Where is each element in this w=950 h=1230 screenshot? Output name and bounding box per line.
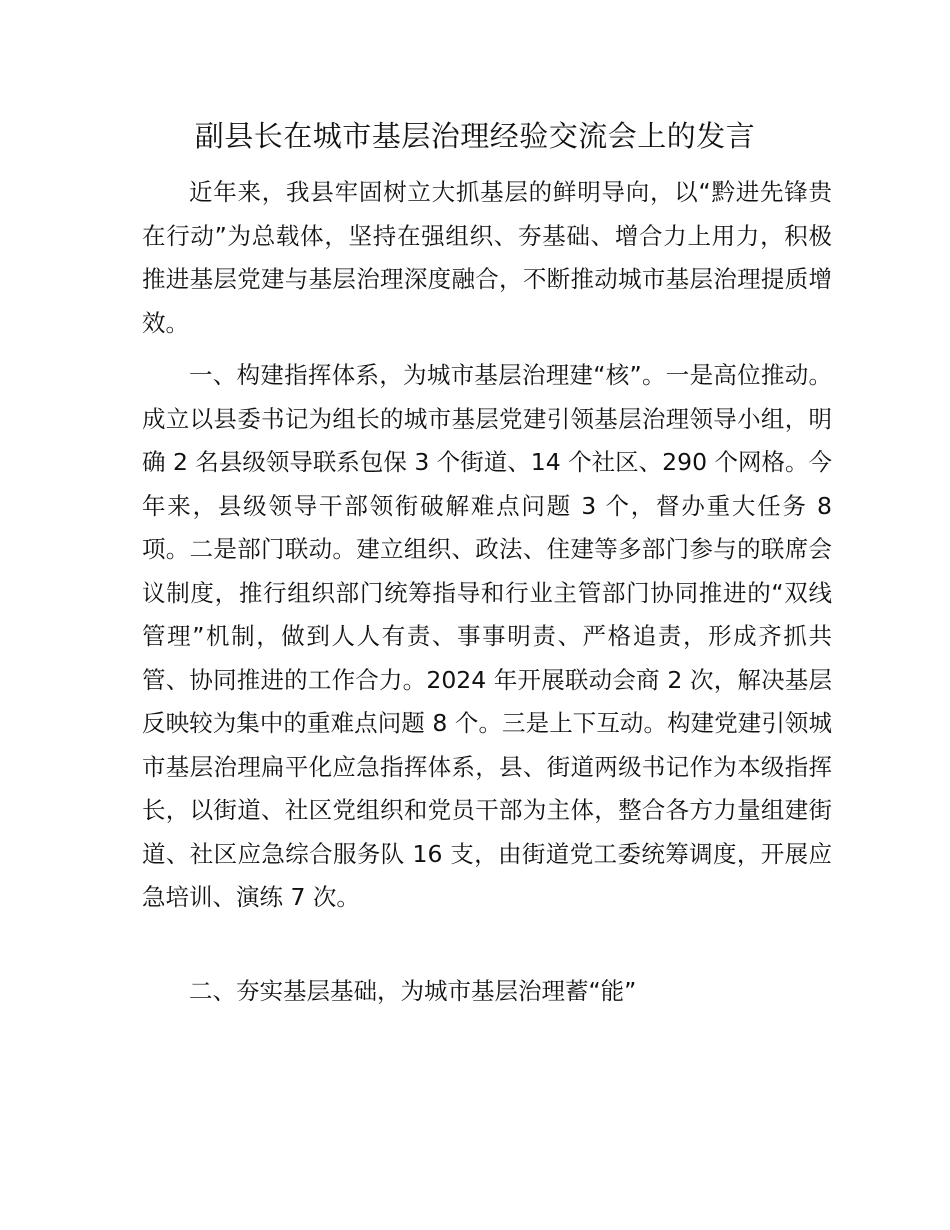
paragraph-section-two-heading: 二、夯实基层基础，为城市基层治理蓄“能” (189, 977, 637, 1005)
document-title: 副县长在城市基层治理经验交流会上的发言 (194, 119, 756, 153)
paragraph-intro: 近年来，我县牢固树立大抓基层的鲜明导向，以“黔进先锋贵在行动”为总载体，坚持在强组织、夯基础、增合力上用力，积极推进基层党建与基层治理深度融合，不断推动城市基层治理提质增效。 (142, 178, 832, 337)
paragraph-section-one: 一、构建指挥体系，为城市基层治理建“核”。一是高位推动。成立以县委书记为组长的城市基层党建引领基层治理领导小组，明确 2 名县级领导联系包保 3 个街道、14 个社区、290 个网格。今年来，县级领导干部领衔破解难点问题 3 个，督办重大任务 8 项。二是部门联动。建立组织、政法、住建等多部门参与的联席会议制度，推行组织部门统筹指导和行业主管部门协同推进的“双线管理”机制，做到人人有责、事事明责、严格追责，形成齐抓共管、协同推进的工作合力。2024 年开展联动会商 2 次，解决基层反映较为集中的重难点问题 8 个。三是上下互动。构建党建引领城市基层治理扁平化应急指挥体系，县、街道两级书记作为本级指挥长，以街道、社区党组织和党员干部为主体，整合各方力量组建街道、社区应急综合服务队 16 支，由街道党工委统筹调度，开展应急培训、演练 7 次。 (142, 361, 832, 911)
